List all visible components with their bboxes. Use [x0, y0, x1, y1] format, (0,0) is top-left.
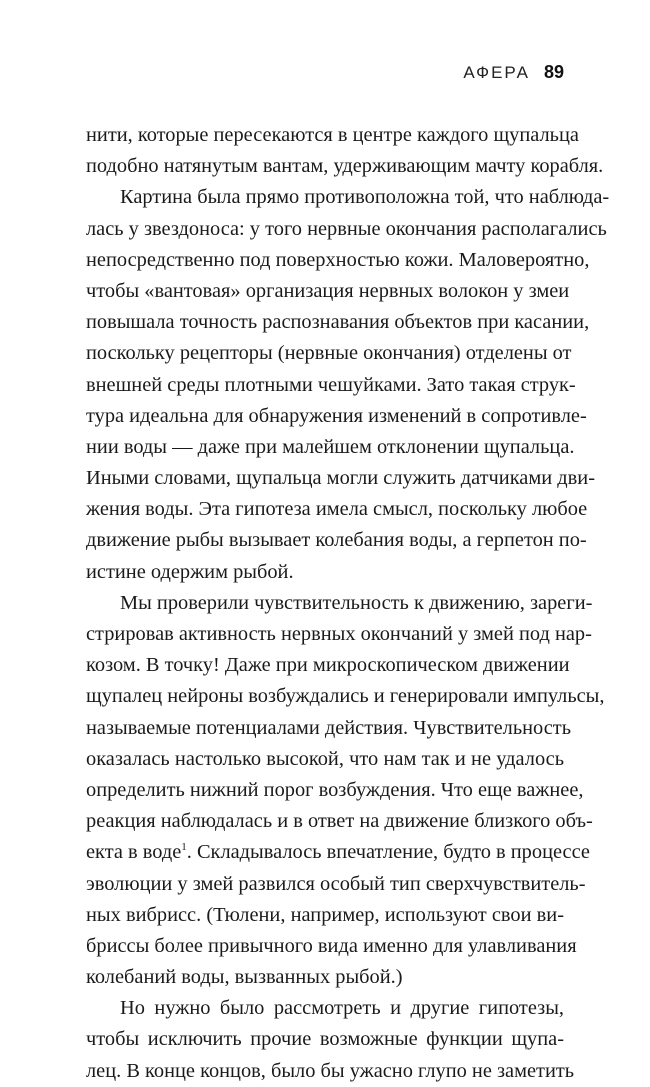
running-header — [463, 62, 564, 83]
text-line: непосредственно под поверхностью кожи. Маловероятно, — [86, 248, 590, 271]
text-line: нити, которые пересекаются в центре каждого щупальца — [86, 124, 579, 146]
text-line: реакция наблюдалась и в ответ на движение близкого объ- — [86, 810, 593, 833]
text-line: бриссы более привычного вида именно для улавливания — [86, 934, 577, 957]
text-fragment: . Складывалось впечатление, будто в процессе — [186, 841, 590, 864]
text-line: лась у звездоноса: у того нервные окончания располагались — [86, 217, 607, 240]
body-text — [86, 120, 610, 1087]
text-line: тура идеальна для обнаружения изменений в сопротивле- — [86, 404, 587, 427]
page-number: 89 — [543, 62, 564, 82]
text-line: Картина была прямо противоположна той, что наблюда- — [120, 186, 610, 209]
text-line: внешней среды плотными чешуйками. Зато такая струк- — [86, 373, 576, 396]
text-line-with-footnote — [86, 837, 590, 868]
text-line: Иными словами, щупальца могли служить датчиками дви- — [86, 467, 595, 490]
paragraph-4 — [86, 993, 575, 1087]
paragraph-2 — [86, 182, 610, 587]
text-line: колебаний воды, вызванных рыбой.) — [86, 966, 403, 989]
text-line: чтобы исключить прочие возможные функции щупа- — [86, 1028, 564, 1051]
text-line: оказалась настолько высокой, что нам так и не удалось — [86, 747, 564, 770]
text-line: истине одержим рыбой. — [86, 560, 294, 583]
text-line: Но нужно было рассмотреть и другие гипотезы, — [120, 997, 564, 1020]
footnote-marker[interactable]: 1 — [181, 841, 187, 854]
text-line: называемые потенциалами действия. Чувствительность — [86, 716, 572, 739]
text-line: подобно натянутым вантам, удерживающим мачту корабля. — [86, 155, 604, 178]
text-line: лец. В конце концов, было бы ужасно глупо не заметить — [86, 1059, 575, 1082]
text-line: жения воды. Эта гипотеза имела смысл, поскольку любое — [86, 498, 588, 521]
paragraph-1 — [86, 120, 604, 182]
text-line: щупалец нейроны возбуждались и генерировали импульсы, — [86, 685, 605, 708]
running-title: АФЕРА — [463, 63, 530, 82]
text-line: стрировав активность нервных окончаний у змей под нар- — [86, 623, 592, 645]
text-line: поскольку рецепторы (нервные окончания) отделены от — [86, 342, 572, 365]
text-line: определить нижний порог возбуждения. Что еще важнее, — [86, 778, 584, 801]
text-line: движение рыбы вызывает колебания воды, а герпетон по- — [86, 529, 587, 552]
text-line: козом. В точку! Даже при микроскопическом движении — [86, 654, 570, 677]
text-fragment: екта в воде — [86, 841, 182, 864]
text-line: нии воды — даже при малейшем отклонении щупальца. — [86, 435, 575, 458]
text-line: чтобы «вантовая» организация нервных волокон у змеи — [86, 279, 570, 302]
text-line: повышала точность распознавания объектов при касании, — [86, 311, 590, 334]
text-line: ных вибрисс. (Тюлени, например, используют свои ви- — [86, 903, 564, 926]
text-line: эволюции у змей развился особый тип сверхчувствитель- — [86, 872, 586, 895]
paragraph-3 — [86, 588, 605, 993]
text-line: Мы проверили чувствительность к движению, зареги- — [120, 591, 593, 614]
